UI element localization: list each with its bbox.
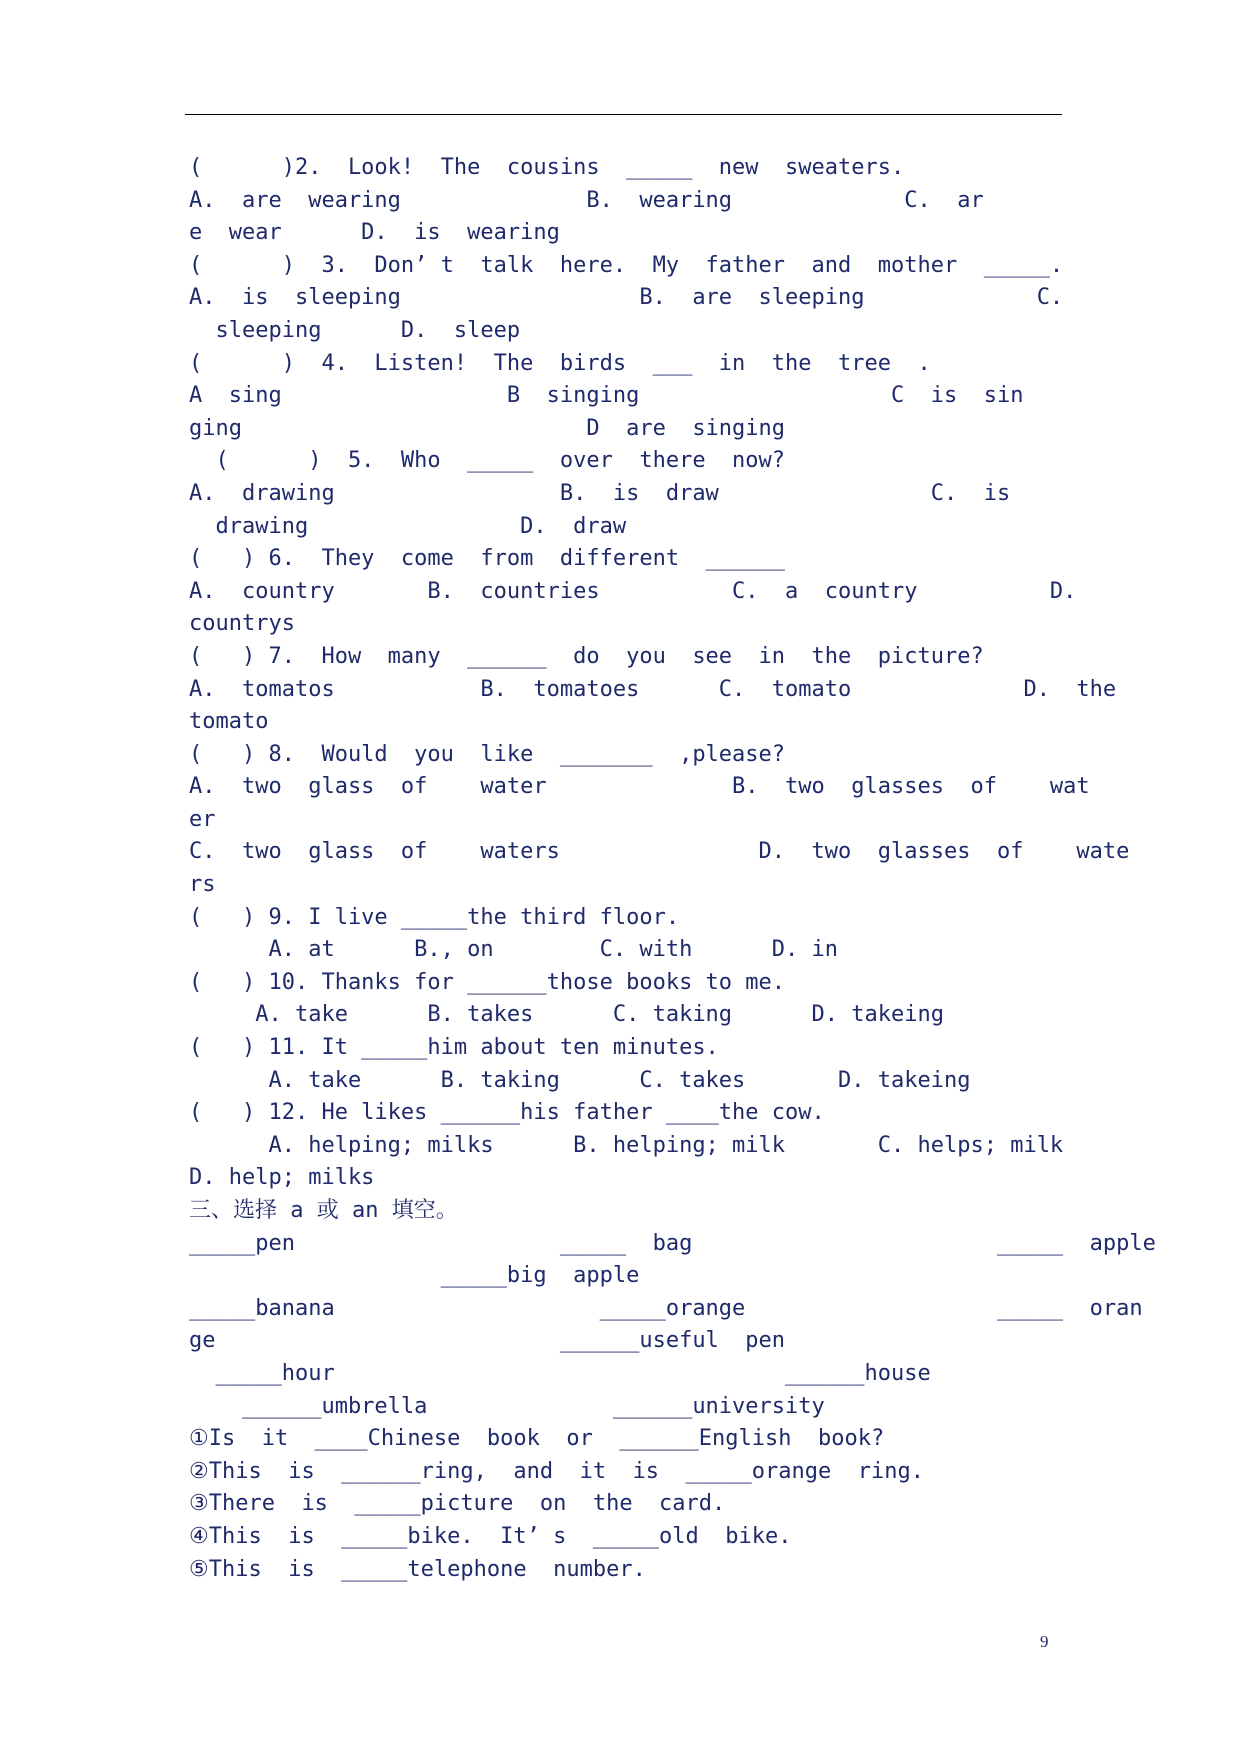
text-line: ge ______useful pen bbox=[189, 1328, 786, 1354]
text-line: A. helping; milks B. helping; milk C. helps; milk bbox=[189, 1132, 1064, 1158]
text-line: A. take B. takes C. taking D. takeing bbox=[189, 1002, 944, 1028]
text-line: ( ) 11. It _____him about ten minutes. bbox=[189, 1035, 719, 1061]
text-line: ( ) 10. Thanks for ______those books to me. bbox=[189, 969, 786, 995]
text-line: A. two glass of water B. two glasses of wat bbox=[189, 774, 1090, 800]
text-line: ( ) 4. Listen! The birds ___ in the tree . bbox=[189, 350, 931, 376]
text-line: D. help; milks bbox=[189, 1165, 375, 1191]
text-line: drawing D. draw bbox=[189, 513, 627, 539]
text-line: A. are wearing B. wearing C. ar bbox=[189, 187, 984, 213]
text-line: ③There is _____picture on the card. bbox=[189, 1491, 726, 1517]
text-line: tomato bbox=[189, 709, 269, 735]
text-line: ( ) 3. Don’ t talk here. My father and mother _____. bbox=[189, 252, 1064, 278]
text-line: A. at B., on C. with D. in bbox=[189, 937, 839, 963]
text-line: ( ) 12. He likes ______his father ____the cow. bbox=[189, 1100, 825, 1126]
section-heading: 三、选择 a 或 an 填空。 bbox=[189, 1198, 458, 1223]
exercise-content bbox=[189, 152, 1156, 1586]
text-line: ⑤This is _____telephone number. bbox=[189, 1556, 646, 1582]
text-line: _____pen _____ bag _____ apple bbox=[189, 1230, 1156, 1256]
text-line: ①Is it ____Chinese book or ______English book? bbox=[189, 1426, 885, 1452]
text-line: ( ) 9. I live _____the third floor. bbox=[189, 904, 680, 930]
page-number: 9 bbox=[1040, 1632, 1049, 1651]
text-line: ( ) 6. They come from different ______ bbox=[189, 546, 786, 572]
text-line: A. country B. countries C. a country D. bbox=[189, 578, 1077, 604]
text-line: er bbox=[189, 806, 216, 832]
text-line: _____big apple bbox=[189, 1263, 640, 1289]
header-rule bbox=[185, 114, 1062, 115]
text-line: ④This is _____bike. It’ s _____old bike. bbox=[189, 1523, 792, 1549]
text-line: A. tomatos B. tomatoes C. tomato D. the bbox=[189, 676, 1117, 702]
text-line: ______umbrella ______university bbox=[189, 1393, 825, 1419]
text-line: _____banana _____orange _____ oran bbox=[189, 1295, 1143, 1321]
text-line: A. take B. taking C. takes D. takeing bbox=[189, 1067, 971, 1093]
text-line: A sing B singing C is sin bbox=[189, 383, 1024, 409]
text-line: ( ) 7. How many ______ do you see in the picture? bbox=[189, 643, 984, 669]
text-line: e wear D. is wearing bbox=[189, 220, 560, 246]
text-line: A. is sleeping B. are sleeping C. bbox=[189, 285, 1064, 311]
text-line: ( ) 8. Would you like _______ ,please? bbox=[189, 741, 786, 767]
text-line: sleeping D. sleep bbox=[189, 317, 521, 343]
text-line: countrys bbox=[189, 611, 295, 637]
text-line: ( ) 5. Who _____ over there now? bbox=[189, 448, 786, 474]
text-line: C. two glass of waters D. two glasses of wate bbox=[189, 839, 1130, 865]
text-line: ②This is ______ring, and it is _____orange ring. bbox=[189, 1458, 924, 1484]
text-line: ( )2. Look! The cousins _____ new sweaters. bbox=[189, 155, 905, 180]
text-line: rs bbox=[189, 872, 216, 898]
text-line: ging D are singing bbox=[189, 415, 786, 441]
text-line: _____hour ______house bbox=[189, 1360, 931, 1386]
text-line: A. drawing B. is draw C. is bbox=[189, 480, 1011, 506]
